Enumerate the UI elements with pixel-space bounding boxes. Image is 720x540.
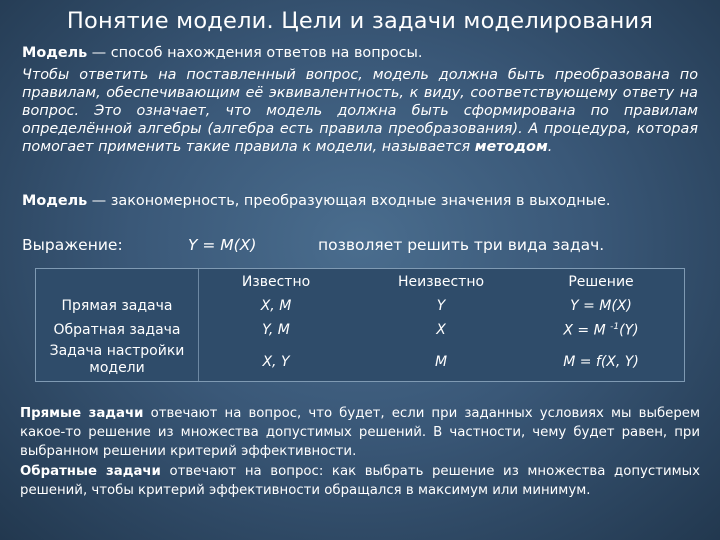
inverse-tasks-paragraph <box>20 462 700 500</box>
solution-part: X = M <box>563 322 611 339</box>
explanation-last-text: помогает применить такие правила к модели, называется <box>22 139 475 155</box>
row-tuning-name-line1: Задача настройки <box>49 343 185 359</box>
direct-tasks-paragraph <box>20 404 700 462</box>
model-explanation <box>22 66 698 156</box>
inverse-tasks-text: отвечают на вопрос: как выбрать решение из множества допустимых решений, чтобы критерий эффективности обращался в максимум или минимум. <box>20 463 700 498</box>
row-direct-solution: Y = M(X) <box>570 298 632 314</box>
expression-line <box>22 236 698 254</box>
row-tuning-solution: M = f(X, Y) <box>563 354 639 370</box>
model-definition-1 <box>22 44 698 62</box>
row-tuning-known: X, Y <box>262 354 290 370</box>
term-model: Модель <box>22 45 88 61</box>
model-definition-2 <box>22 192 698 210</box>
period: . <box>547 139 553 155</box>
definition-text: — способ нахождения ответов на вопросы. <box>87 45 423 61</box>
expression-formula: Y = M(X) <box>188 236 257 254</box>
table-divider <box>198 269 199 381</box>
task-types-table <box>35 268 685 382</box>
task-descriptions <box>20 404 700 500</box>
solution-part-end: (Y) <box>619 322 639 339</box>
row-direct-unknown: Y <box>436 298 446 314</box>
row-direct-name: Прямая задача <box>61 298 173 314</box>
explanation-last-line <box>22 138 698 156</box>
expression-label: Выражение: <box>22 236 123 254</box>
row-inverse-known: Y, M <box>262 322 290 338</box>
slide-title: Понятие модели. Цели и задачи моделирования <box>66 8 654 34</box>
row-inverse-unknown: X <box>436 322 446 338</box>
row-tuning-unknown: M <box>434 354 448 370</box>
row-direct-known: X, M <box>260 298 292 314</box>
row-inverse-solution <box>526 322 676 339</box>
term-direct-tasks: Прямые задачи <box>20 406 144 421</box>
row-inverse-name: Обратная задача <box>53 322 181 338</box>
term-inverse-tasks: Обратные задачи <box>20 463 161 479</box>
row-tuning-name-line2: модели <box>89 360 145 376</box>
definition-text-2: — закономерность, преобразующая входные значения в выходные. <box>87 193 611 209</box>
expression-text: позволяет решить три вида задач. <box>318 236 605 254</box>
row-tuning-name <box>36 343 198 377</box>
inverse-exponent: -1 <box>610 322 620 332</box>
explanation-text: Чтобы ответить на поставленный вопрос, модель должна быть преобразована по правилам, обеспечивающим её эквивалентность, к виду, соответствующему ответу на вопрос. Это означает, что модель должна быть сформирована по правилам определённой алгебры (алгебра есть правила преобразования). А процедура, которая <box>22 67 698 137</box>
term-model-2: Модель <box>22 193 88 209</box>
header-unknown: Неизвестно <box>397 274 485 290</box>
header-solution: Решение <box>568 274 634 290</box>
direct-tasks-text: отвечают на вопрос, что будет, если при заданных условиях мы выберем какое-то решение из множества допустимых решений. В частности, чему будет равен, при выбранном решении критерий эффективности. <box>20 406 700 460</box>
header-known: Известно <box>241 274 311 290</box>
term-method: методом <box>474 139 548 155</box>
